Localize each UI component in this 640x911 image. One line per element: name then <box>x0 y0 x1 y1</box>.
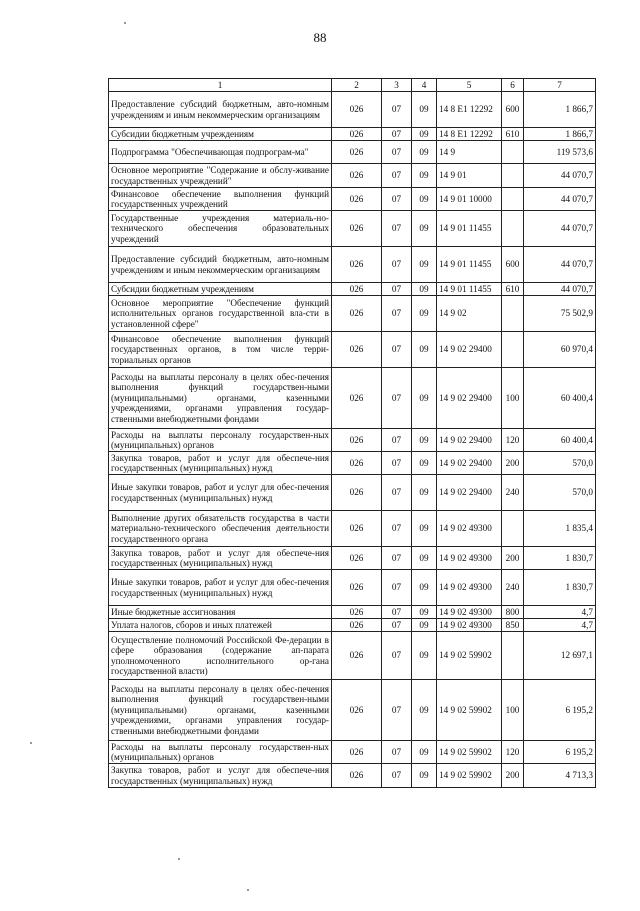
cell-expense-type: 200 <box>502 547 524 570</box>
cell-expense-type: 120 <box>502 741 524 764</box>
cell-amount: 44 070,7 <box>524 211 596 247</box>
cell-expense-type: 610 <box>502 283 524 296</box>
budget-table <box>108 78 596 788</box>
row-name: Расходы на выплаты персоналу в целях обес-печения выполнения функций государствен-ными (муниципальными) органами, казенными учреждениями, органами управления государ-ственными внебюджетными фондами <box>109 368 332 429</box>
table-body <box>109 92 596 788</box>
cell-expense-type <box>502 211 524 247</box>
cell-subsection: 09 <box>412 511 437 547</box>
cell-grbs: 026 <box>332 741 382 764</box>
cell-section: 07 <box>382 452 412 475</box>
cell-section: 07 <box>382 764 412 788</box>
cell-section: 07 <box>382 164 412 188</box>
col-header-2: 2 <box>332 79 382 92</box>
page-number: 88 <box>313 30 327 45</box>
cell-grbs: 026 <box>332 283 382 296</box>
cell-target-article: 14 9 01 11455 <box>437 211 502 247</box>
scan-speck <box>247 889 249 891</box>
cell-target-article: 14 9 01 11455 <box>437 247 502 283</box>
cell-subsection: 09 <box>412 92 437 128</box>
cell-amount: 60 400,4 <box>524 368 596 429</box>
cell-grbs: 026 <box>332 368 382 429</box>
cell-target-article: 14 9 02 49300 <box>437 606 502 619</box>
cell-expense-type: 200 <box>502 452 524 475</box>
cell-subsection: 09 <box>412 164 437 188</box>
cell-target-article: 14 9 02 29400 <box>437 429 502 452</box>
cell-subsection: 09 <box>412 547 437 570</box>
row-name: Субсидии бюджетным учреждениям <box>109 283 332 296</box>
cell-amount: 44 070,7 <box>524 188 596 211</box>
row-name: Финансовое обеспечение выполнения функций государственных органов, в том числе терри-ториальных органов <box>109 332 332 368</box>
cell-target-article: 14 9 02 29400 <box>437 332 502 368</box>
cell-section: 07 <box>382 141 412 164</box>
cell-section: 07 <box>382 741 412 764</box>
table-row <box>109 141 596 164</box>
table-row <box>109 188 596 211</box>
row-name: Расходы на выплаты персоналу в целях обес-печения выполнения функций государствен-ными (муниципальными) органами, казенными учреждениями, органами управления государ-ственными внебюджетными фондами <box>109 680 332 741</box>
cell-section: 07 <box>382 283 412 296</box>
cell-amount: 4 713,3 <box>524 764 596 788</box>
row-name: Предоставление субсидий бюджетным, авто-номным учреждениям и иным некоммерческим организациям <box>109 92 332 128</box>
row-name: Субсидии бюджетным учреждениям <box>109 128 332 141</box>
cell-grbs: 026 <box>332 164 382 188</box>
cell-section: 07 <box>382 368 412 429</box>
cell-target-article: 14 9 01 <box>437 164 502 188</box>
cell-amount: 6 195,2 <box>524 680 596 741</box>
table-row <box>109 547 596 570</box>
cell-expense-type: 240 <box>502 570 524 606</box>
cell-target-article: 14 9 02 59902 <box>437 680 502 741</box>
cell-target-article: 14 9 <box>437 141 502 164</box>
cell-amount: 1 866,7 <box>524 128 596 141</box>
cell-target-article: 14 9 02 59902 <box>437 741 502 764</box>
cell-section: 07 <box>382 296 412 332</box>
table-row <box>109 680 596 741</box>
table-row <box>109 283 596 296</box>
cell-expense-type <box>502 632 524 680</box>
cell-amount: 1 830,7 <box>524 547 596 570</box>
cell-grbs: 026 <box>332 188 382 211</box>
col-header-6: 6 <box>502 79 524 92</box>
cell-subsection: 09 <box>412 452 437 475</box>
col-header-4: 4 <box>412 79 437 92</box>
row-name: Выполнение других обязательств государства в части материально-технического обеспечения деятельности государственного органа <box>109 511 332 547</box>
col-header-7: 7 <box>524 79 596 92</box>
cell-amount: 44 070,7 <box>524 283 596 296</box>
cell-expense-type <box>502 332 524 368</box>
cell-grbs: 026 <box>332 141 382 164</box>
cell-subsection: 09 <box>412 247 437 283</box>
cell-expense-type: 120 <box>502 429 524 452</box>
cell-target-article: 14 9 02 29400 <box>437 452 502 475</box>
cell-subsection: 09 <box>412 475 437 511</box>
col-header-1: 1 <box>109 79 332 92</box>
table-row <box>109 211 596 247</box>
table-row <box>109 764 596 788</box>
cell-amount: 44 070,7 <box>524 247 596 283</box>
cell-target-article: 14 9 01 11455 <box>437 283 502 296</box>
table-row <box>109 606 596 619</box>
cell-target-article: 14 9 02 59902 <box>437 632 502 680</box>
cell-grbs: 026 <box>332 632 382 680</box>
cell-section: 07 <box>382 606 412 619</box>
cell-amount: 4,7 <box>524 606 596 619</box>
cell-section: 07 <box>382 247 412 283</box>
cell-expense-type: 800 <box>502 606 524 619</box>
cell-grbs: 026 <box>332 296 382 332</box>
row-name: Предоставление субсидий бюджетным, авто-номным учреждениям и иным некоммерческим организациям <box>109 247 332 283</box>
table-row <box>109 296 596 332</box>
cell-subsection: 09 <box>412 188 437 211</box>
cell-subsection: 09 <box>412 368 437 429</box>
table-row <box>109 632 596 680</box>
cell-amount: 119 573,6 <box>524 141 596 164</box>
cell-subsection: 09 <box>412 570 437 606</box>
table-row <box>109 164 596 188</box>
cell-grbs: 026 <box>332 247 382 283</box>
cell-amount: 12 697,1 <box>524 632 596 680</box>
table-row <box>109 570 596 606</box>
cell-subsection: 09 <box>412 764 437 788</box>
cell-subsection: 09 <box>412 606 437 619</box>
cell-expense-type <box>502 296 524 332</box>
cell-expense-type: 610 <box>502 128 524 141</box>
cell-section: 07 <box>382 475 412 511</box>
cell-grbs: 026 <box>332 764 382 788</box>
row-name: Финансовое обеспечение выполнения функций государственных учреждений <box>109 188 332 211</box>
cell-target-article: 14 9 02 29400 <box>437 368 502 429</box>
cell-subsection: 09 <box>412 141 437 164</box>
row-name: Уплата налогов, сборов и иных платежей <box>109 619 332 632</box>
cell-amount: 570,0 <box>524 452 596 475</box>
table-row <box>109 128 596 141</box>
cell-expense-type <box>502 164 524 188</box>
table-row <box>109 332 596 368</box>
row-name: Закупка товаров, работ и услуг для обеспече-ния государственных (муниципальных) нужд <box>109 764 332 788</box>
cell-grbs: 026 <box>332 606 382 619</box>
cell-subsection: 09 <box>412 619 437 632</box>
row-name: Осуществление полномочий Российской Фе-дерации в сфере образования (содержание ап-парата уполномоченного исполнительного ор-гана государственной власти) <box>109 632 332 680</box>
cell-amount: 1 830,7 <box>524 570 596 606</box>
cell-subsection: 09 <box>412 128 437 141</box>
cell-section: 07 <box>382 128 412 141</box>
row-name: Расходы на выплаты персоналу государствен-ных (муниципальных) органов <box>109 741 332 764</box>
cell-grbs: 026 <box>332 92 382 128</box>
cell-target-article: 14 8 E1 12292 <box>437 92 502 128</box>
cell-grbs: 026 <box>332 452 382 475</box>
col-header-5: 5 <box>437 79 502 92</box>
cell-subsection: 09 <box>412 429 437 452</box>
table-row <box>109 429 596 452</box>
cell-expense-type: 200 <box>502 764 524 788</box>
cell-section: 07 <box>382 632 412 680</box>
cell-target-article: 14 9 02 49300 <box>437 619 502 632</box>
row-name: Основное мероприятие "Обеспечение функций исполнительных органов государственной вла-сти в установленной сфере" <box>109 296 332 332</box>
cell-section: 07 <box>382 211 412 247</box>
cell-target-article: 14 9 02 29400 <box>437 475 502 511</box>
cell-amount: 60 400,4 <box>524 429 596 452</box>
cell-target-article: 14 9 02 <box>437 296 502 332</box>
row-name: Иные закупки товаров, работ и услуг для обес-печения государственных (муниципальных) нужд <box>109 570 332 606</box>
scan-speck <box>124 22 126 24</box>
cell-amount: 570,0 <box>524 475 596 511</box>
row-name: Закупка товаров, работ и услуг для обеспече-ния государственных (муниципальных) нужд <box>109 547 332 570</box>
table-row <box>109 92 596 128</box>
cell-grbs: 026 <box>332 332 382 368</box>
cell-expense-type: 240 <box>502 475 524 511</box>
cell-grbs: 026 <box>332 619 382 632</box>
cell-grbs: 026 <box>332 475 382 511</box>
cell-target-article: 14 9 02 49300 <box>437 511 502 547</box>
cell-grbs: 026 <box>332 547 382 570</box>
cell-expense-type: 850 <box>502 619 524 632</box>
table-row <box>109 511 596 547</box>
table-row <box>109 619 596 632</box>
cell-subsection: 09 <box>412 741 437 764</box>
cell-section: 07 <box>382 188 412 211</box>
table-row <box>109 741 596 764</box>
cell-subsection: 09 <box>412 296 437 332</box>
row-name: Подпрограмма "Обеспечивающая подпрограм-ма" <box>109 141 332 164</box>
table-row <box>109 475 596 511</box>
cell-target-article: 14 9 02 49300 <box>437 570 502 606</box>
scan-speck <box>30 742 32 744</box>
cell-amount: 4,7 <box>524 619 596 632</box>
cell-section: 07 <box>382 92 412 128</box>
row-name: Иные закупки товаров, работ и услуг для обес-печения государственных (муниципальных) нужд <box>109 475 332 511</box>
table-row <box>109 452 596 475</box>
cell-grbs: 026 <box>332 570 382 606</box>
cell-grbs: 026 <box>332 680 382 741</box>
cell-expense-type <box>502 141 524 164</box>
table-row <box>109 368 596 429</box>
cell-target-article: 14 8 E1 12292 <box>437 128 502 141</box>
cell-target-article: 14 9 02 59902 <box>437 764 502 788</box>
cell-section: 07 <box>382 680 412 741</box>
cell-grbs: 026 <box>332 511 382 547</box>
cell-amount: 1 866,7 <box>524 92 596 128</box>
cell-target-article: 14 9 01 10000 <box>437 188 502 211</box>
row-name: Расходы на выплаты персоналу государствен-ных (муниципальных) органов <box>109 429 332 452</box>
cell-expense-type <box>502 511 524 547</box>
cell-amount: 75 502,9 <box>524 296 596 332</box>
cell-section: 07 <box>382 619 412 632</box>
cell-grbs: 026 <box>332 211 382 247</box>
row-name: Государственные учреждения материаль-но-технического обеспечения образовательных учреждений <box>109 211 332 247</box>
cell-expense-type: 100 <box>502 368 524 429</box>
cell-expense-type: 600 <box>502 92 524 128</box>
cell-section: 07 <box>382 570 412 606</box>
cell-subsection: 09 <box>412 211 437 247</box>
cell-amount: 6 195,2 <box>524 741 596 764</box>
cell-section: 07 <box>382 511 412 547</box>
cell-subsection: 09 <box>412 332 437 368</box>
cell-target-article: 14 9 02 49300 <box>437 547 502 570</box>
row-name: Закупка товаров, работ и услуг для обеспече-ния государственных (муниципальных) нужд <box>109 452 332 475</box>
col-header-3: 3 <box>382 79 412 92</box>
cell-amount: 1 835,4 <box>524 511 596 547</box>
cell-grbs: 026 <box>332 429 382 452</box>
cell-grbs: 026 <box>332 128 382 141</box>
cell-section: 07 <box>382 547 412 570</box>
table-row <box>109 247 596 283</box>
cell-subsection: 09 <box>412 680 437 741</box>
row-name: Основное мероприятие "Содержание и обслу-живание государственных учреждений" <box>109 164 332 188</box>
cell-section: 07 <box>382 429 412 452</box>
cell-subsection: 09 <box>412 632 437 680</box>
cell-subsection: 09 <box>412 283 437 296</box>
cell-amount: 44 070,7 <box>524 164 596 188</box>
cell-amount: 60 970,4 <box>524 332 596 368</box>
table-header-row <box>109 79 596 92</box>
cell-section: 07 <box>382 332 412 368</box>
cell-expense-type: 600 <box>502 247 524 283</box>
cell-expense-type <box>502 188 524 211</box>
cell-expense-type: 100 <box>502 680 524 741</box>
scan-speck <box>178 858 180 860</box>
row-name: Иные бюджетные ассигнования <box>109 606 332 619</box>
